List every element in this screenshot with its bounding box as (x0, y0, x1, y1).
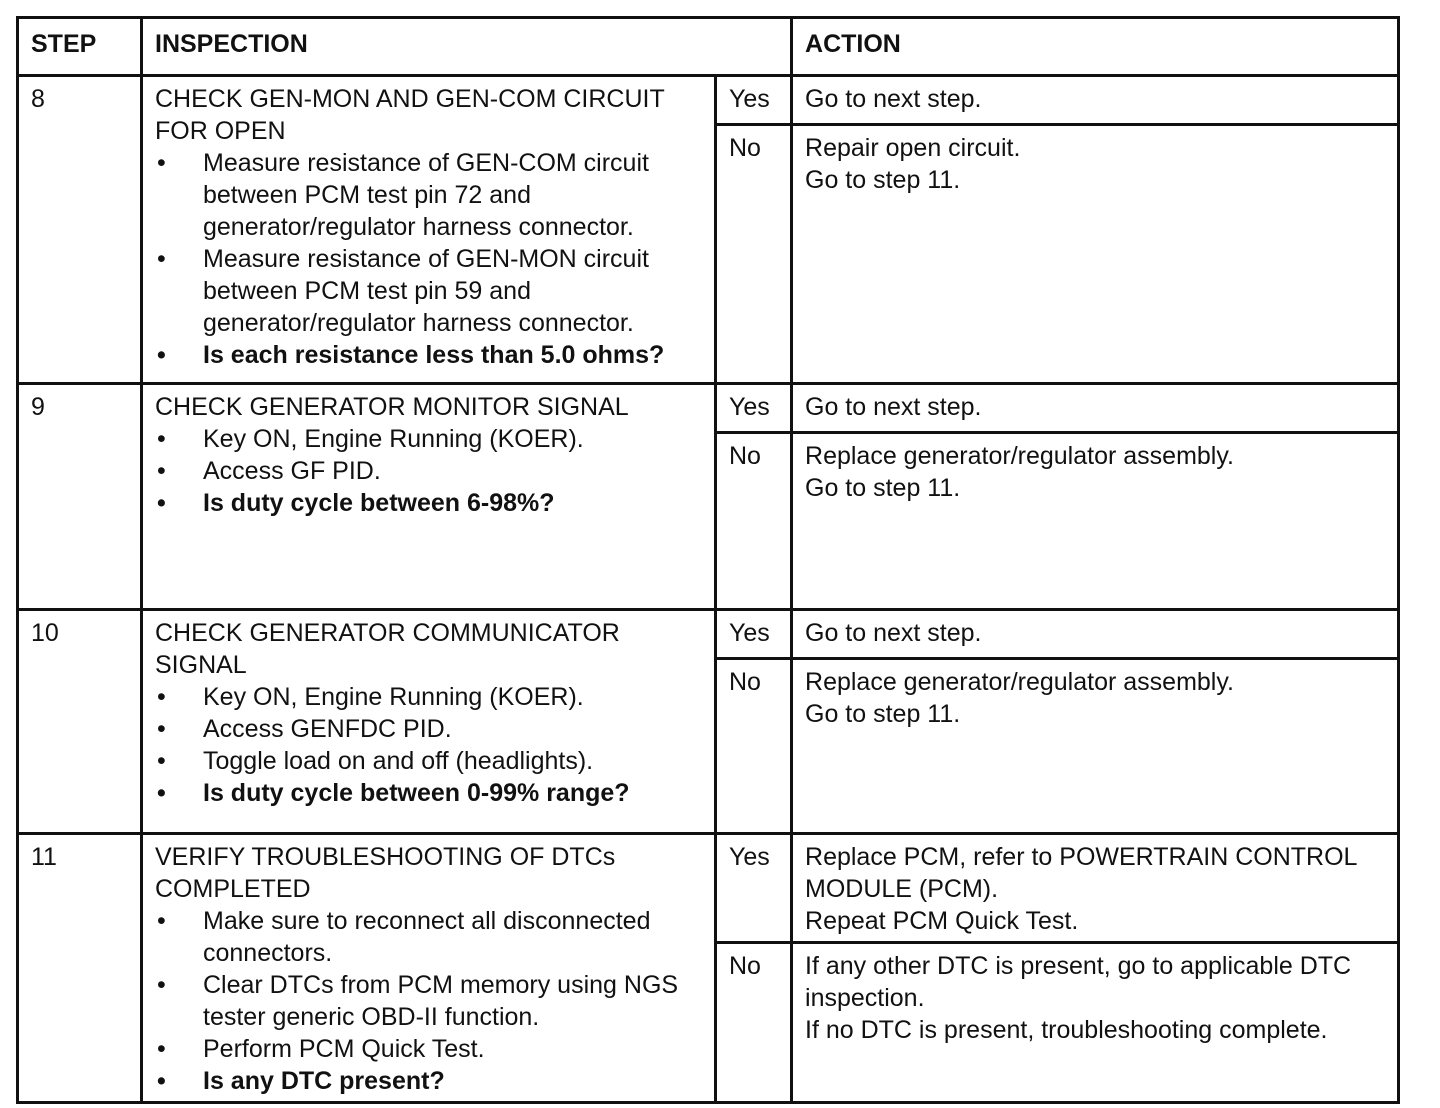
step-9-no-action-line-2: Go to step 11. (805, 474, 961, 502)
step-8-bullet-list (155, 147, 704, 371)
step-11-yes-action-line-2: Repeat PCM Quick Test. (805, 907, 1079, 935)
step-10-number: 10 (18, 610, 142, 834)
step-10-title-line-1: CHECK GENERATOR COMMUNICATOR (155, 619, 620, 647)
step-9-yes-action (792, 384, 1399, 433)
step-9-yes-label: Yes (716, 384, 792, 433)
step-8-inspection (142, 76, 716, 384)
step-9-yes-row (18, 384, 1399, 433)
step-11-title-line-1: VERIFY TROUBLESHOOTING OF DTCs (155, 843, 616, 871)
step-11-bullet-1: • Make sure to reconnect all disconnected connectors. (155, 905, 704, 969)
step-8-no-action (792, 125, 1399, 384)
step-9-bullet-list (155, 423, 704, 519)
step-9-bullet-2: • Access GF PID. (155, 455, 704, 487)
step-9-bullet-1: • Key ON, Engine Running (KOER). (155, 423, 704, 455)
action-column-header: ACTION (792, 18, 1399, 76)
step-11-no-action-line-1: If any other DTC is present, go to applicable DTC inspection. (805, 952, 1352, 1013)
step-10-yes-action (792, 610, 1399, 659)
step-10-bullet-2: • Access GENFDC PID. (155, 713, 704, 745)
step-10-yes-label: Yes (716, 610, 792, 659)
step-9-yes-action-line-1: Go to next step. (805, 393, 982, 421)
step-8-bullet-1: • Measure resistance of GEN-COM circuit between PCM test pin 72 and generator/regulator harness connector. (155, 147, 704, 243)
step-9-inspection (142, 384, 716, 610)
step-9-no-label: No (716, 433, 792, 610)
step-11-bullet-3: • Perform PCM Quick Test. (155, 1033, 704, 1065)
step-11-question: • Is any DTC present? (155, 1065, 704, 1097)
step-8-yes-action (792, 76, 1399, 125)
step-11-yes-action-line-1: Replace PCM, refer to POWERTRAIN CONTROL MODULE (PCM). (805, 843, 1357, 903)
step-8-bullet-2: • Measure resistance of GEN-MON circuit between PCM test pin 59 and generator/regulator harness connector. (155, 243, 704, 339)
step-11-yes-label: Yes (716, 834, 792, 943)
step-10-no-label: No (716, 659, 792, 834)
step-10-question: • Is duty cycle between 0-99% range? (155, 777, 704, 809)
step-10-inspection (142, 610, 716, 834)
step-11-inspection (142, 834, 716, 1103)
step-11-no-action (792, 943, 1399, 1103)
step-10-yes-action-line-1: Go to next step. (805, 619, 982, 647)
step-11-no-label: No (716, 943, 792, 1103)
step-8-question: • Is each resistance less than 5.0 ohms? (155, 339, 704, 371)
step-8-yes-label: Yes (716, 76, 792, 125)
step-8-yes-row (18, 76, 1399, 125)
step-11-yes-action (792, 834, 1399, 943)
step-9-no-action (792, 433, 1399, 610)
step-11-no-action-line-2: If no DTC is present, troubleshooting complete. (805, 1016, 1328, 1045)
step-11-bullet-list (155, 905, 704, 1097)
step-8-title-line-1: CHECK GEN-MON AND GEN-COM CIRCUIT (155, 85, 665, 113)
step-8-no-action-line-2: Go to step 11. (805, 166, 961, 194)
step-10-no-action (792, 659, 1399, 834)
step-8-no-label: No (716, 125, 792, 384)
step-10-bullet-3: • Toggle load on and off (headlights). (155, 745, 704, 777)
step-8-no-action-line-1: Repair open circuit. (805, 134, 1021, 162)
step-11-title-line-2: COMPLETED (155, 875, 311, 903)
step-8-number: 8 (18, 76, 142, 384)
step-11-number: 11 (18, 834, 142, 1103)
step-8-title-line-2: FOR OPEN (155, 117, 286, 145)
step-11-bullet-2: • Clear DTCs from PCM memory using NGS tester generic OBD-II function. (155, 969, 704, 1033)
step-10-bullet-list (155, 681, 704, 809)
step-10-yes-row (18, 610, 1399, 659)
step-10-no-action-line-2: Go to step 11. (805, 700, 961, 728)
step-10-bullet-1: • Key ON, Engine Running (KOER). (155, 681, 704, 713)
step-9-title-line-1: CHECK GENERATOR MONITOR SIGNAL (155, 393, 629, 421)
step-9-number: 9 (18, 384, 142, 610)
table-header-row (18, 18, 1399, 76)
step-10-title-line-2: SIGNAL (155, 651, 247, 679)
step-11-yes-row (18, 834, 1399, 943)
inspection-column-header: INSPECTION (142, 18, 792, 76)
step-9-no-action-line-1: Replace generator/regulator assembly. (805, 442, 1234, 470)
step-10-no-action-line-1: Replace generator/regulator assembly. (805, 668, 1234, 696)
step-8-yes-action-line-1: Go to next step. (805, 85, 982, 113)
troubleshooting-table (16, 16, 1400, 1104)
step-column-header: STEP (18, 18, 142, 76)
step-9-question: • Is duty cycle between 6-98%? (155, 487, 704, 519)
